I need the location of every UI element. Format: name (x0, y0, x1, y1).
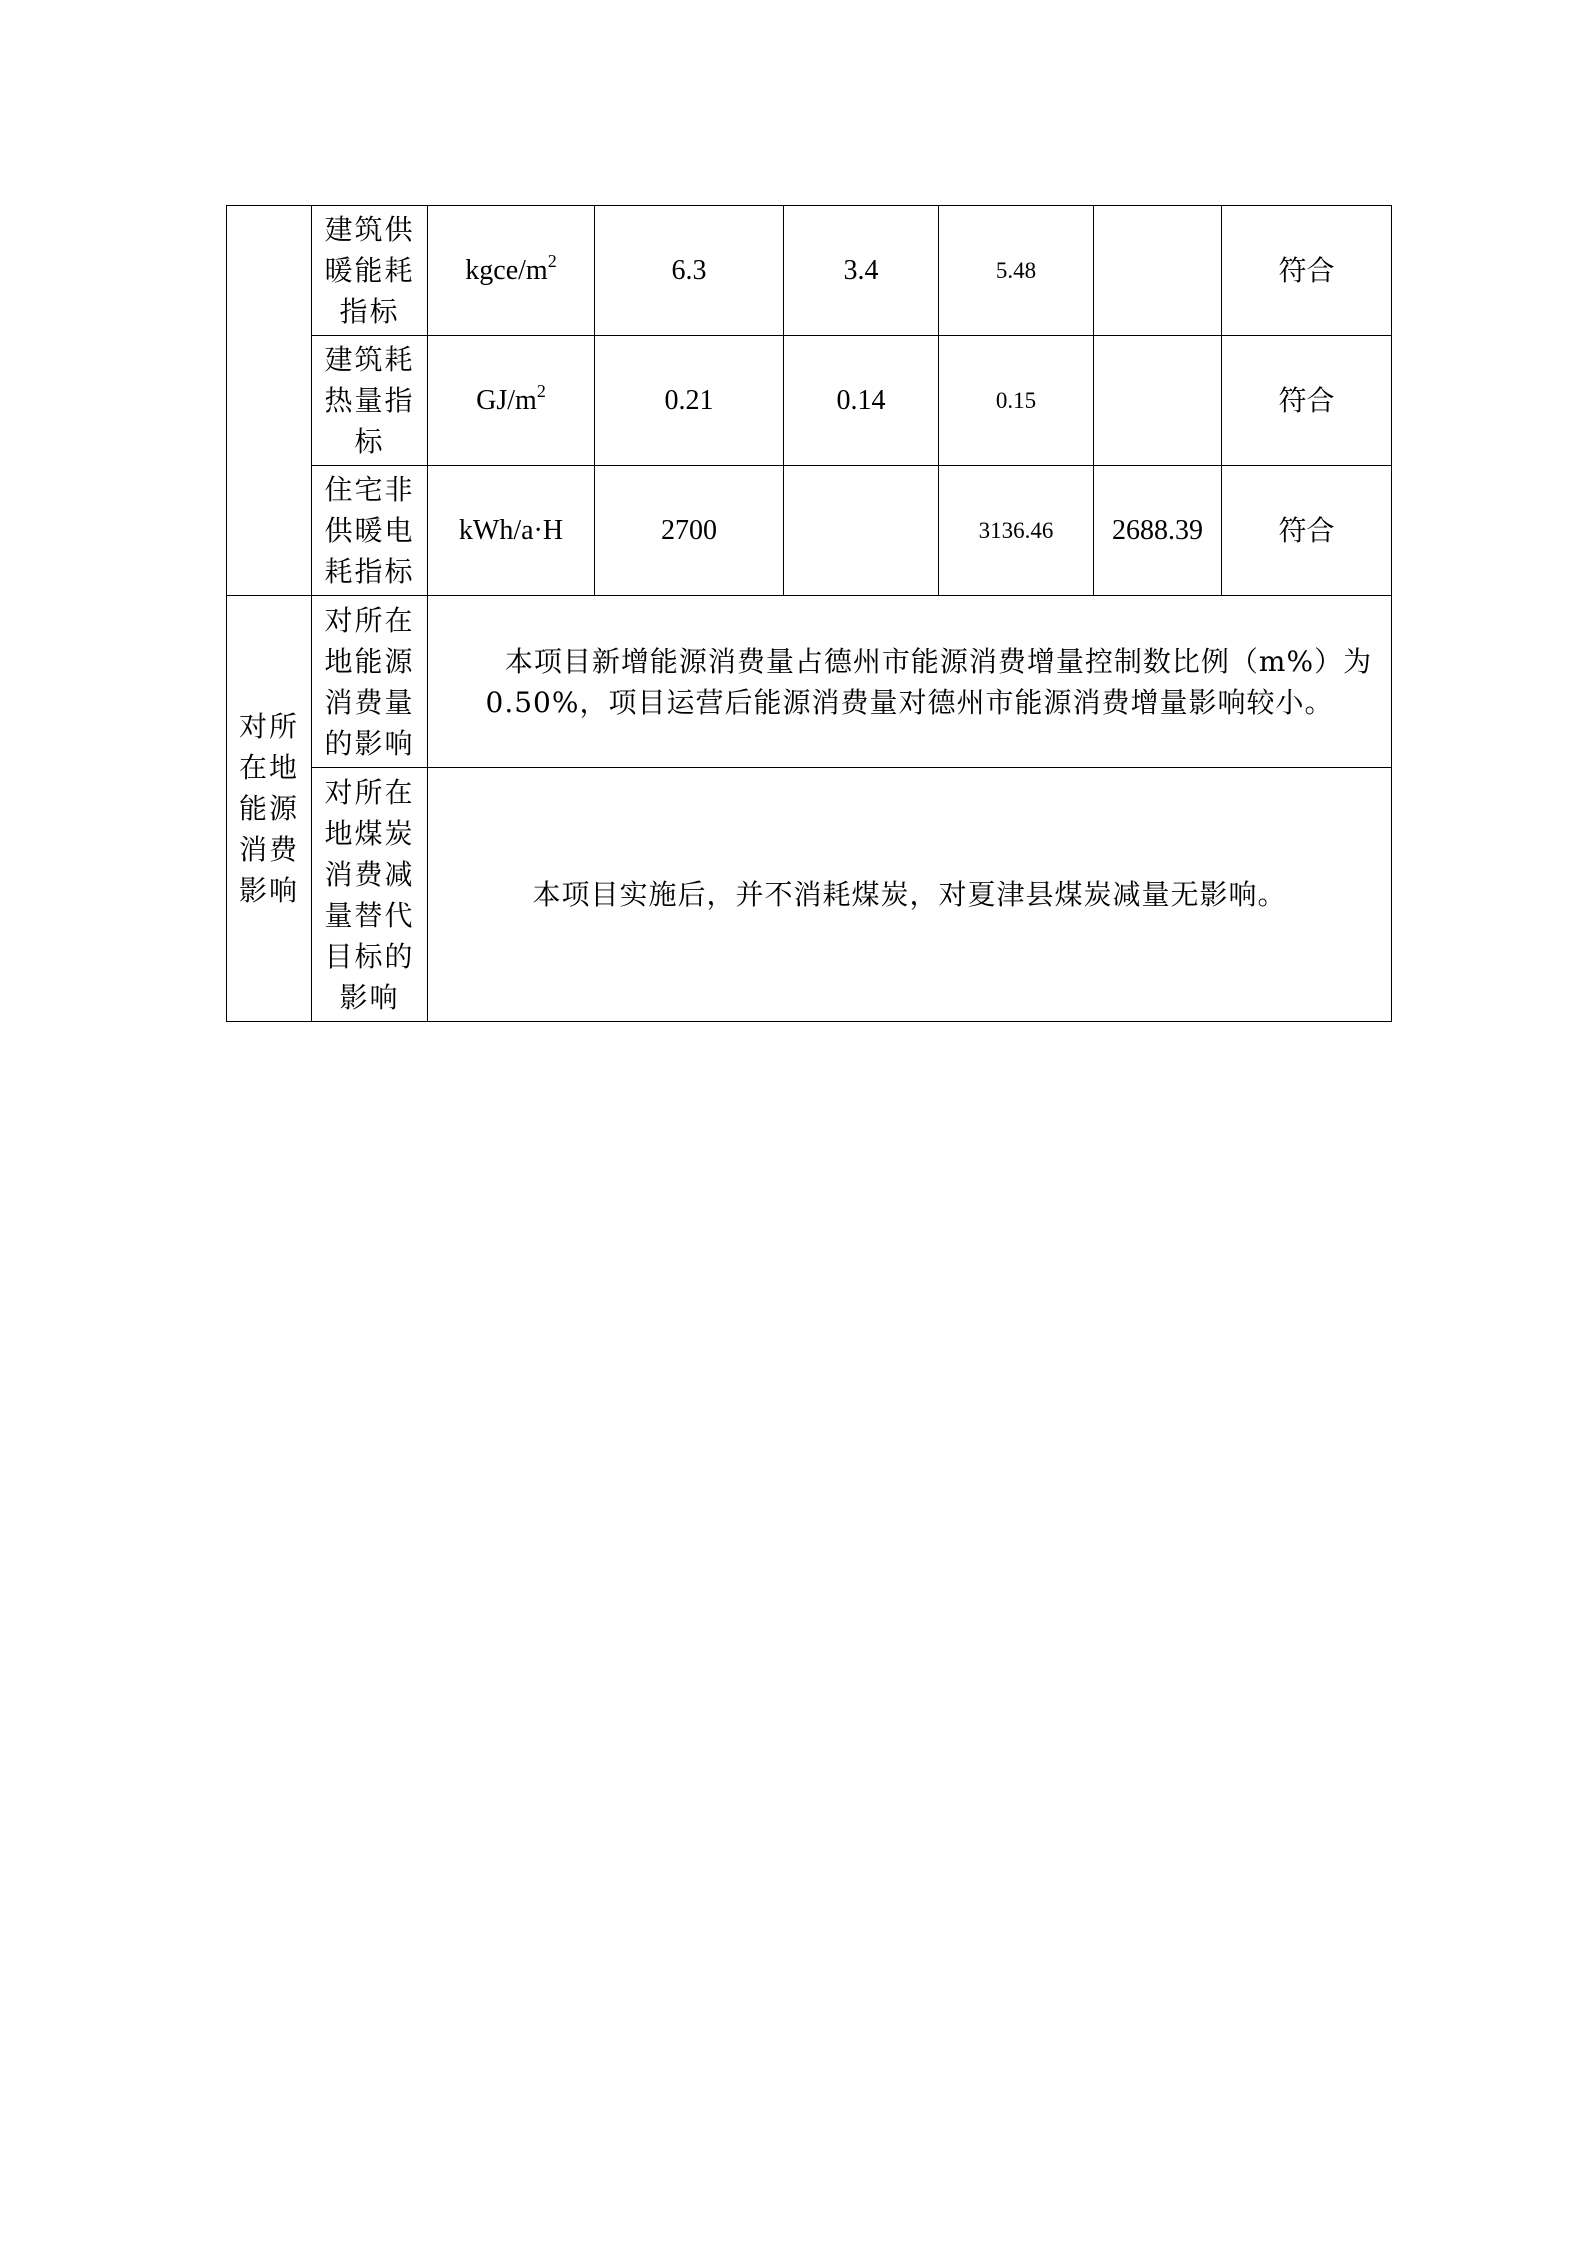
table-row (227, 206, 1392, 336)
result-cell: 符合 (1222, 206, 1392, 336)
value-cell (1094, 206, 1222, 336)
value-cell: 6.3 (595, 206, 784, 336)
energy-impact-label: 对所在地能源消费量的影响 (312, 596, 428, 768)
unit-cell: kgce/$m^2$ (428, 206, 595, 336)
value-cell: 0.21 (595, 336, 784, 466)
value-cell: 3.4 (784, 206, 939, 336)
value-cell (784, 466, 939, 596)
unit-cell: kWh/a·H (428, 466, 595, 596)
value-cell: 0.15 (939, 336, 1094, 466)
value-cell: 2688.39 (1094, 466, 1222, 596)
unit-cell: $GJ/m^2$ (428, 336, 595, 466)
value-cell: 3136.46 (939, 466, 1094, 596)
energy-impact-text: 本项目新增能源消费量占德州市能源消费增量控制数比例（m%）为 0.50%，项目运营后能源消费量对德州市能源消费增量影响较小。 (428, 596, 1392, 768)
value-cell: 0.14 (784, 336, 939, 466)
empty-group-cell (227, 206, 312, 596)
row-label: 建筑耗热量指标 (312, 336, 428, 466)
coal-impact-label: 对所在地煤炭消费减量替代目标的影响 (312, 768, 428, 1022)
table-row (227, 768, 1392, 1022)
table-row (227, 596, 1392, 768)
value-cell (1094, 336, 1222, 466)
result-cell: 符合 (1222, 466, 1392, 596)
value-cell: 2700 (595, 466, 784, 596)
coal-impact-text: 本项目实施后，并不消耗煤炭，对夏津县煤炭减量无影响。 (428, 768, 1392, 1022)
result-cell: 符合 (1222, 336, 1392, 466)
table-row (227, 466, 1392, 596)
row-label: 建筑供暖能耗指标 (312, 206, 428, 336)
energy-table (226, 205, 1392, 1022)
table-row (227, 336, 1392, 466)
value-cell: 5.48 (939, 206, 1094, 336)
row-label: 住宅非供暖电耗指标 (312, 466, 428, 596)
impact-group-label: 对所在地能源消费影响 (227, 596, 312, 1022)
